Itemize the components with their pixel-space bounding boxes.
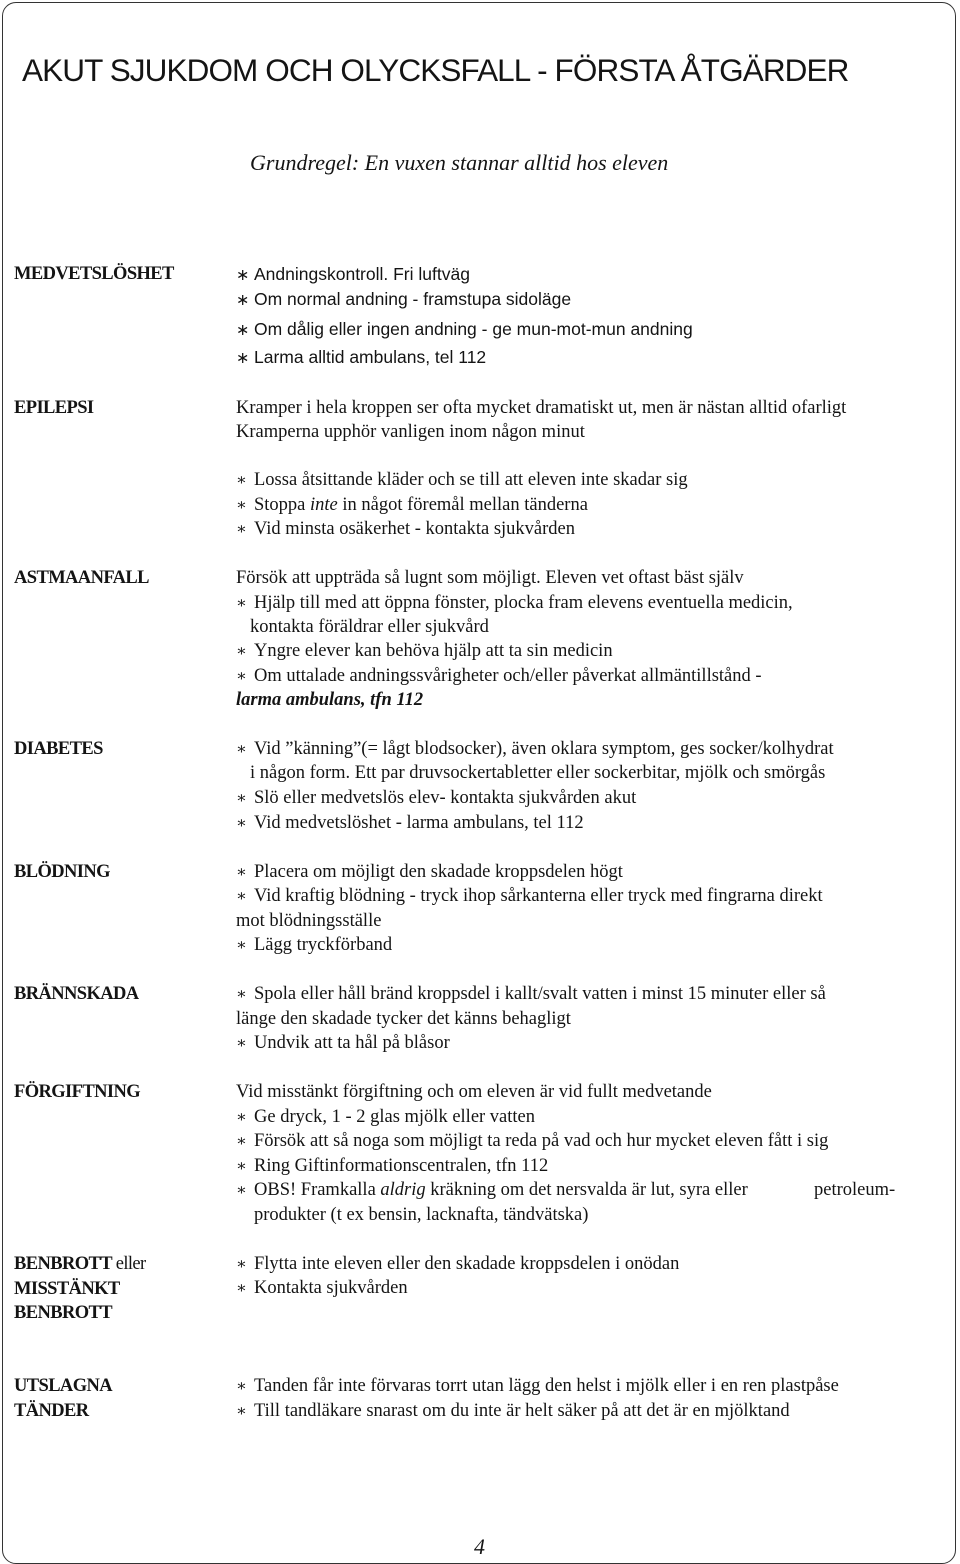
list-item: ∗ Om uttalade andningssvårigheter och/eller påverkat allmäntillstånd - [236, 666, 762, 686]
list-item: ∗ Vid ”känning”(= lågt blodsocker), även oklara symptom, ges socker/kolhydrat [236, 739, 834, 759]
heading-benbrott: BENBROTT eller MISSTÄNKT BENBROTT [14, 1254, 146, 1323]
list-item: ∗ Kontakta sjukvården [236, 1278, 408, 1298]
list-item: ∗ Ring Giftinformationscentralen, tfn 112 [236, 1156, 549, 1176]
list-item: ∗ Lossa åtsittande kläder och se till att eleven inte skadar sig [236, 470, 688, 490]
list-item: ∗ OBS! Framkalla aldrig kräkning om det nersvalda är lut, syra eller [236, 1180, 748, 1200]
list-item: ∗ Flytta inte eleven eller den skadade kroppsdelen i onödan [236, 1254, 680, 1274]
list-item: ∗ Försök att så noga som möjligt ta reda på vad och hur mycket eleven fått i sig [236, 1131, 829, 1151]
list-item: ∗ Hjälp till med att öppna fönster, plocka fram elevens eventuella medicin, [236, 593, 793, 613]
list-item-continuation: länge den skadade tycker det känns behagligt [236, 1009, 571, 1029]
list-item: ∗ Undvik att ta hål på blåsor [236, 1033, 450, 1053]
list-item-continuation: produkter (t ex bensin, lacknafta, tändvätska) [254, 1205, 589, 1225]
page-title: AKUT SJUKDOM OCH OLYCKSFALL - FÖRSTA ÅTGÄRDER [22, 52, 849, 88]
list-item: ∗ Slö eller medvetslös elev- kontakta sjukvården akut [236, 788, 637, 808]
list-item: ∗ Larma alltid ambulans, tel 112 [236, 347, 487, 367]
heading-medvetsloshet: MEDVETSLÖSHET [14, 264, 174, 284]
list-item: ∗ Stoppa inte in något föremål mellan tänderna [236, 495, 588, 515]
heading-brannskada: BRÄNNSKADA [14, 984, 139, 1004]
list-item: ∗ Vid minsta osäkerhet - kontakta sjukvården [236, 519, 576, 539]
emphasis-text: larma ambulans, tfn 112 [236, 690, 424, 710]
list-item: ∗ Spola eller håll bränd kroppsdel i kallt/svalt vatten i minst 15 minuter eller så [236, 984, 826, 1004]
heading-epilepsi: EPILEPSI [14, 398, 94, 418]
body-text: Kramper i hela kroppen ser ofta mycket dramatiskt ut, men är nästan alltid ofarligt [236, 398, 847, 418]
list-item: ∗ Placera om möjligt den skadade kroppsdelen högt [236, 862, 623, 882]
body-text: Kramperna upphör vanligen inom någon minut [236, 422, 585, 442]
page-number: 4 [474, 1534, 485, 1559]
list-item: ∗ Om dålig eller ingen andning - ge mun-mot-mun andning [236, 319, 693, 339]
list-item: ∗ Yngre elever kan behöva hjälp att ta sin medicin [236, 641, 613, 661]
list-item: ∗ Vid medvetslöshet - larma ambulans, tel 112 [236, 813, 584, 833]
list-item-continuation: mot blödningsställe [236, 911, 382, 931]
list-item: ∗ Vid kraftig blödning - tryck ihop sårkanterna eller tryck med fingrarna direkt [236, 886, 823, 906]
list-item: ∗ Lägg tryckförband [236, 935, 393, 955]
heading-astmaanfall: ASTMAANFALL [14, 568, 149, 588]
list-item-continuation: i någon form. Ett par druvsockertabletter eller sockerbitar, mjölk och smörgås [250, 763, 826, 783]
list-item: ∗ Till tandläkare snarast om du inte är helt säker på att det är en mjölktand [236, 1401, 790, 1421]
heading-blodning: BLÖDNING [14, 862, 110, 882]
list-item: ∗ Ge dryck, 1 - 2 glas mjölk eller vatten [236, 1107, 536, 1127]
list-item-hyphenated-word: petroleum- [814, 1180, 896, 1200]
heading-diabetes: DIABETES [14, 739, 103, 759]
heading-utslagna-tander: UTSLAGNA TÄNDER [14, 1376, 112, 1421]
body-text: Försök att uppträda så lugnt som möjligt. Eleven vet oftast bäst själv [236, 568, 744, 588]
list-item: ∗ Andningskontroll. Fri luftväg [236, 264, 470, 284]
ground-rule: Grundregel: En vuxen stannar alltid hos eleven [250, 150, 669, 175]
list-item-continuation: kontakta föräldrar eller sjukvård [250, 617, 489, 637]
list-item: ∗ Tanden får inte förvaras torrt utan lägg den helst i mjölk eller i en ren plastpåse [236, 1376, 839, 1396]
body-text: Vid misstänkt förgiftning och om eleven är vid fullt medvetande [236, 1082, 712, 1102]
heading-forgiftning: FÖRGIFTNING [14, 1082, 140, 1102]
list-item: ∗ Om normal andning - framstupa sidoläge [236, 289, 572, 309]
